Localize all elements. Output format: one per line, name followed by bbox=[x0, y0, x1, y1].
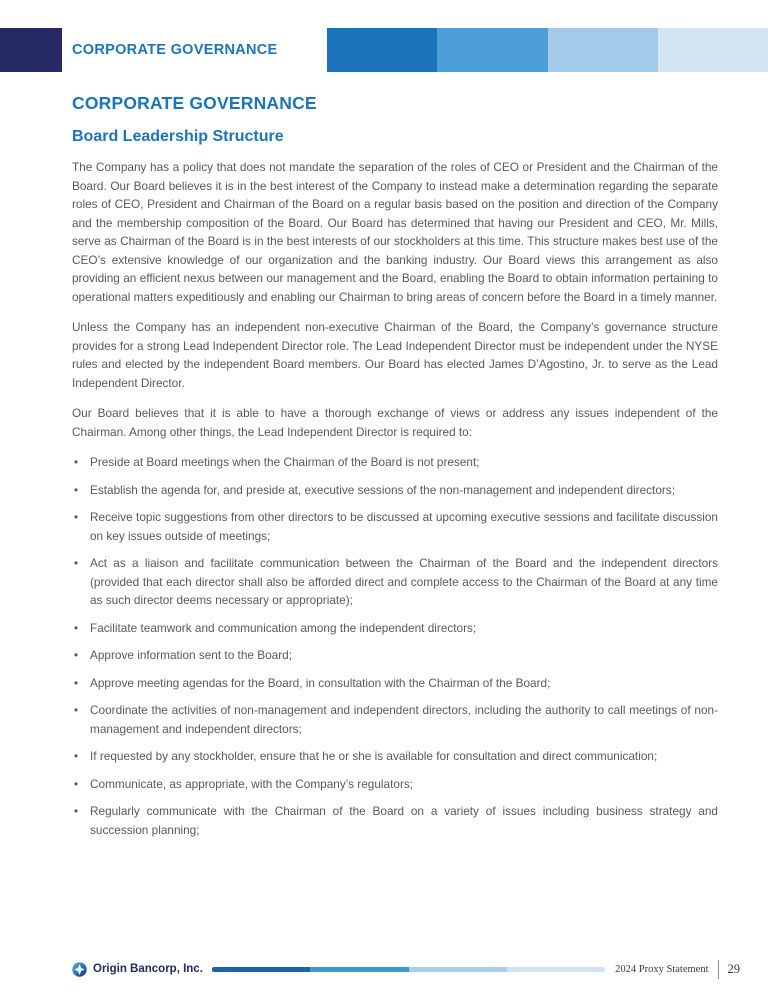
list-item bbox=[72, 747, 718, 766]
origin-bancorp-logo-icon bbox=[72, 962, 87, 977]
footer-color-bar bbox=[212, 967, 605, 972]
bullet-icon: • bbox=[74, 455, 79, 469]
list-item-text: Coordinate the activities of non-management and independent directors, including the authority to call meetings of non-management and independent directors; bbox=[90, 703, 718, 736]
bullet-list bbox=[72, 453, 718, 839]
list-item-text: Preside at Board meetings when the Chairman of the Board is not present; bbox=[90, 455, 480, 469]
list-item bbox=[72, 646, 718, 665]
section-header-label: CORPORATE GOVERNANCE bbox=[72, 42, 278, 58]
footer-bar-segment-4 bbox=[507, 967, 605, 972]
bullet-icon: • bbox=[74, 482, 79, 497]
paragraph: Our Board believes that it is able to have a thorough exchange of views or address any issues independent of the Chairman. Among other things, the Lead Independent Director is required to: bbox=[72, 406, 718, 439]
list-item-text: Establish the agenda for, and preside at, executive sessions of the non-management and independent directors; bbox=[90, 482, 675, 497]
list-item-text: Receive topic suggestions from other directors to be discussed at upcoming executive sessions and facilitate discussion on key issues outside of meetings; bbox=[90, 510, 718, 543]
header-bar-segment-3 bbox=[548, 28, 658, 72]
page-title: CORPORATE GOVERNANCE bbox=[72, 93, 317, 113]
header-bar-segment-2 bbox=[437, 28, 547, 72]
section-subtitle: Board Leadership Structure bbox=[72, 128, 284, 145]
list-item-text: If requested by any stockholder, ensure that he or she is available for consultation and direct communication; bbox=[90, 749, 658, 763]
page-header-band bbox=[0, 28, 768, 72]
bullet-icon: • bbox=[74, 776, 79, 791]
page-number: 29 bbox=[727, 961, 740, 976]
footer-bar-segment-3 bbox=[409, 967, 507, 972]
list-item-text: Communicate, as appropriate, with the Company’s regulators; bbox=[90, 776, 414, 791]
list-item bbox=[72, 453, 718, 472]
paragraph: Unless the Company has an independent non-executive Chairman of the Board, the Company’s governance structure provides for a strong Lead Independent Director role. The Lead Independent Director must be independent under the NYSE rules and elected by the independent Board members. Our Board has elected James D’Agostino, Jr. to serve as the Lead Independent Director. bbox=[72, 320, 718, 390]
header-navy-block bbox=[0, 28, 62, 72]
bullet-icon: • bbox=[74, 703, 79, 717]
bullet-icon: • bbox=[74, 648, 79, 662]
footer-document-title: 2024 Proxy Statement bbox=[615, 963, 709, 975]
footer-bar-segment-1 bbox=[212, 967, 310, 972]
list-item bbox=[72, 701, 718, 738]
bullet-icon: • bbox=[74, 749, 79, 763]
header-color-bar bbox=[327, 28, 768, 72]
list-item-text: Act as a liaison and facilitate communication between the Chairman of the Board and the independent directors (provided that each director shall also be afforded direct and complete access to the Chairman of the Board at any time as such director deems necessary or appropriate); bbox=[90, 556, 718, 607]
bullet-icon: • bbox=[74, 675, 79, 690]
list-item-text: Approve meeting agendas for the Board, in consultation with the Chairman of the Board; bbox=[90, 675, 551, 690]
footer-divider bbox=[718, 960, 719, 979]
list-item-text: Approve information sent to the Board; bbox=[90, 648, 292, 662]
paragraph: The Company has a policy that does not mandate the separation of the roles of CEO or President and the Chairman of the Board. Our Board believes it is in the best interest of the Company to instead make a determination regarding the separate roles of CEO, President and Chairman of the Board on a regular basis based on the position and direction of the Company and the membership composition of the Board. Our Board has determined that having our President and CEO, Mr. Mills, serve as Chairman of the Board is in the best interests of our stockholders at this time. This structure makes best use of the CEO’s extensive knowledge of our organization and the banking industry. Our Board views this arrangement as also providing an efficient nexus between our management and the Board, enabling the Board to obtain information pertaining to operational matters expeditiously and enabling our Chairman to bring areas of concern before the Board in a timely manner. bbox=[72, 160, 718, 304]
list-item bbox=[72, 619, 718, 638]
list-item bbox=[72, 802, 718, 839]
list-item bbox=[72, 554, 718, 610]
header-bar-segment-1 bbox=[327, 28, 437, 72]
main-content bbox=[72, 86, 718, 848]
footer-bar-segment-2 bbox=[310, 967, 408, 972]
bullet-icon: • bbox=[74, 804, 79, 818]
bullet-icon: • bbox=[74, 510, 79, 524]
list-item bbox=[72, 775, 718, 794]
list-item-text: Facilitate teamwork and communication among the independent directors; bbox=[90, 620, 477, 635]
page-footer bbox=[72, 958, 740, 980]
list-item bbox=[72, 674, 718, 693]
header-bar-segment-4 bbox=[658, 28, 768, 72]
footer-company-name: Origin Bancorp, Inc. bbox=[93, 963, 203, 975]
list-item bbox=[72, 481, 718, 500]
bullet-icon: • bbox=[74, 620, 79, 635]
list-item bbox=[72, 508, 718, 545]
list-item-text: Regularly communicate with the Chairman of the Board on a variety of issues including business strategy and succession planning; bbox=[90, 804, 718, 837]
bullet-icon: • bbox=[74, 556, 79, 570]
